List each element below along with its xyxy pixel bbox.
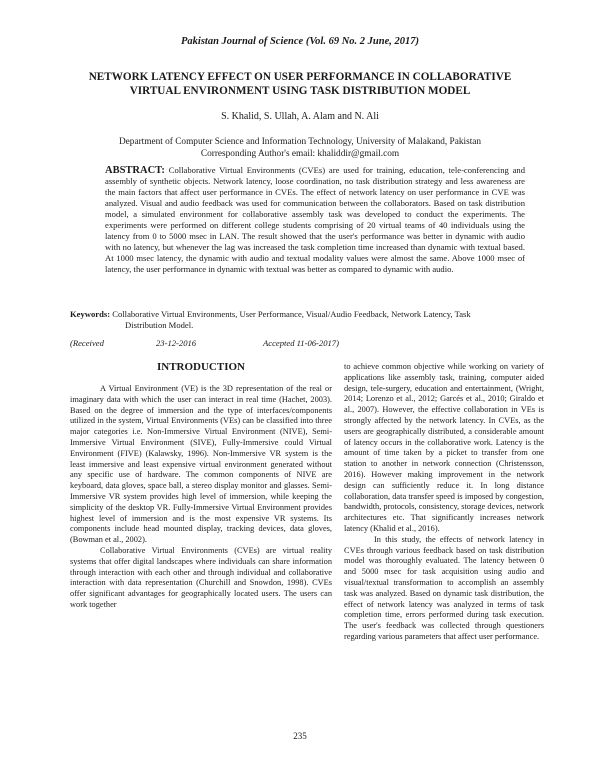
- title-line-2: VIRTUAL ENVIRONMENT USING TASK DISTRIBUTION MODEL: [129, 85, 471, 97]
- abstract-text: Collaborative Virtual Environments (CVEs) are used for training, education, tele-conferencing and assembly of synthetic objects. Network latency, loose coordination, no task distribution strategy and less awareness are the main factors that affect user performance in CVEs. The effect of network latency on user performance in CVE was analyzed. Visual and audio feedback was used for communication between the collaborators. Based on task distribution model, a simulated environment for collaborative assembly task was developed to conduct the experiments. The experiments were performed on different college students comprising of 20 virtual teams of 40 individuals using the latency from 0 to 5000 msec in LAN. The result showed that the user's performance was better in dynamic with audio with no latency, but whenever the lag was increased the task completion time increased than dynamic with textual based. At 1000 msec latency, the dynamic with audio and textual modality values were almost the same. Above 1000 msec of latency, the user performance in dynamic with textual was better as compared to dynamic with audio.: [105, 165, 526, 275]
- keywords-line-1: Collaborative Virtual Environments, User Performance, Visual/Audio Feedback, Network Latency, Task: [112, 309, 471, 319]
- corresponding-label: Corresponding Author's email:: [200, 149, 316, 159]
- intro-paragraph-2: Collaborative Virtual Environments (CVEs) are virtual reality systems that offer digital landscapes where individuals can share information through interaction with each other and through individual and collaborative interaction with data representation (Churchill and Snowdon, 1998). CVEs offer significant advantages for geographically located users. The users can work together: [70, 545, 332, 609]
- accepted-date: Accepted 11-06-2017): [263, 338, 339, 348]
- authors: S. Khalid, S. Ullah, A. Alam and N. Ali: [221, 111, 379, 122]
- title-line-1: NETWORK LATENCY EFFECT ON USER PERFORMANCE IN COLLABORATIVE: [88, 71, 512, 83]
- abstract-label: ABSTRACT:: [105, 165, 165, 176]
- intro-paragraph-4: In this study, the effects of network latency in CVEs through various feedback based on task distribution model was thoroughly evaluated. The latency between 0 and 5000 msec for task acquisition using audio and visual/textual transformation to accomplish an assembly task was analyzed. Based on dynamic task distribution, the effect of network latency was analyzed in terms of task completion time, errors performed during task execution. The user's feedback was collected through questioners regarding various parameters that affect user performance.: [344, 534, 544, 641]
- right-column: [344, 362, 544, 643]
- journal-header: Pakistan Journal of Science (Vol. 69 No. 2 June, 2017): [180, 36, 419, 47]
- keywords: [70, 309, 530, 331]
- received-date: 23-12-2016: [156, 338, 197, 348]
- abstract: [105, 165, 525, 275]
- paper-title: [60, 70, 540, 98]
- affiliation: [0, 136, 600, 160]
- section-heading-introduction: INTRODUCTION: [156, 361, 245, 373]
- corresponding-author: [0, 148, 600, 160]
- corresponding-email[interactable]: khaliddir@gmail.com: [317, 149, 400, 159]
- left-column: [70, 384, 332, 611]
- intro-paragraph-1: A Virtual Environment (VE) is the 3D representation of the real or imaginary data with which the user can interact in real time (Hachet, 2003). Based on the degree of immersion and the type of interfaces/components utilized in the system, Virtual Environments (VEs) can be classified into three major categories i.e. Non-Immersive Virtual Environment (NIVE), Semi-Immersive Virtual Environment (SIVE), Fully-Immersive could Virtual Environment (FIVE) (Kalawsky, 1996). Non-Immersive VR system is the least immersive and least expensive virtual environment generated without any specific use of hardware. The common components of NIVE are keyboard, data gloves, space ball, a stereo display monitor and glasses. Semi-Immersive VR system provides high level of immersion, while keeping the simplicity of the desktop VR. Fully-Immersive Virtual Environment provides highest level of immersion and is the most expensive VR systems. Its components include head mounted display, tracking devices, data gloves, (Bowman et al., 2002).: [70, 384, 332, 545]
- received-label: (Received: [70, 338, 104, 348]
- keywords-label: Keywords:: [70, 309, 111, 319]
- intro-paragraph-3: to achieve common objective while working on variety of applications like assembly task, training, computer aided design, tele-surgery, education and entertainment, (Wright, 2014; Lorenzo et al., 2012; Garcés et al., 2010; Giraldo et al., 2007). However, the effective collaboration in VEs is strongly affected by the network latency. In CVEs, as the users are geographically distributed, a considerable amount of latency occurs in the collaborative work. Latency is the amount of time taken by a picket to transfer from one station to another in network connection (Christensson, 2016). However making improvement in the network design can sufficiently reduce it. In long distance collaboration, data transfer speed is imposed by congestion, bandwidth, protocols, consistency, storage devices, network architectures etc. That significantly increases network latency (Khalid et al., 2016).: [344, 362, 544, 533]
- department: Department of Computer Science and Information Technology, University of Malakand, Pakistan: [118, 137, 482, 147]
- keywords-line-2: Distribution Model.: [125, 320, 194, 330]
- submission-dates: [70, 338, 530, 350]
- page-number: 235: [293, 731, 307, 741]
